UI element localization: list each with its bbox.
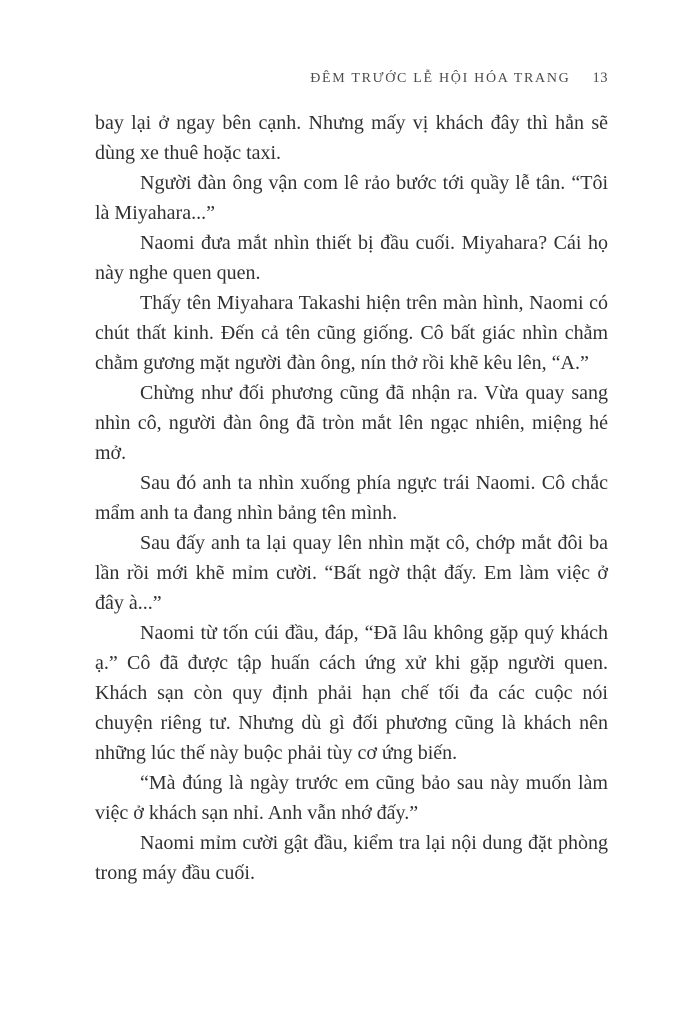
paragraph: Naomi mỉm cười gật đầu, kiểm tra lại nội dung đặt phòng trong máy đầu cuối. (95, 832, 608, 884)
paragraph: “Mà đúng là ngày trước em cũng bảo sau này muốn làm việc ở khách sạn nhỉ. Anh vẫn nhớ đấy.” (95, 772, 608, 824)
page-number: 13 (592, 70, 608, 86)
paragraph: Sau đấy anh ta lại quay lên nhìn mặt cô, chớp mắt đôi ba lần rồi mới khẽ mỉm cười. “Bất ngờ thật đấy. Em làm việc ở đây à...” (95, 532, 608, 614)
paragraph: Sau đó anh ta nhìn xuống phía ngực trái Naomi. Cô chắc mẩm anh ta đang nhìn bảng tên mình. (95, 472, 608, 524)
page-header (95, 70, 608, 87)
running-title: ĐÊM TRƯỚC LỄ HỘI HÓA TRANG (310, 71, 571, 86)
paragraph: Thấy tên Miyahara Takashi hiện trên màn hình, Naomi có chút thất kinh. Đến cả tên cũng giống. Cô bất giác nhìn chằm chằm gương mặt người đàn ông, nín thở rồi khẽ kêu lên, “A.” (95, 292, 608, 374)
paragraph: Naomi đưa mắt nhìn thiết bị đầu cuối. Miyahara? Cái họ này nghe quen quen. (95, 232, 608, 284)
paragraph: bay lại ở ngay bên cạnh. Nhưng mấy vị khách đây thì hẳn sẽ dùng xe thuê hoặc taxi. (95, 112, 608, 164)
paragraph: Naomi từ tốn cúi đầu, đáp, “Đã lâu không gặp quý khách ạ.” Cô đã được tập huấn cách ứng xử khi gặp người quen. Khách sạn còn quy định phải hạn chế tối đa các cuộc nói chuyện riêng tư. Nhưng dù gì đối phương cũng là khách nên những lúc thế này buộc phải tùy cơ ứng biến. (95, 622, 608, 764)
page-body (95, 108, 608, 888)
paragraph: Chừng như đối phương cũng đã nhận ra. Vừa quay sang nhìn cô, người đàn ông đã tròn mắt lên ngạc nhiên, miệng hé mở. (95, 382, 608, 464)
paragraph: Người đàn ông vận com lê rảo bước tới quầy lễ tân. “Tôi là Miyahara...” (95, 172, 608, 224)
